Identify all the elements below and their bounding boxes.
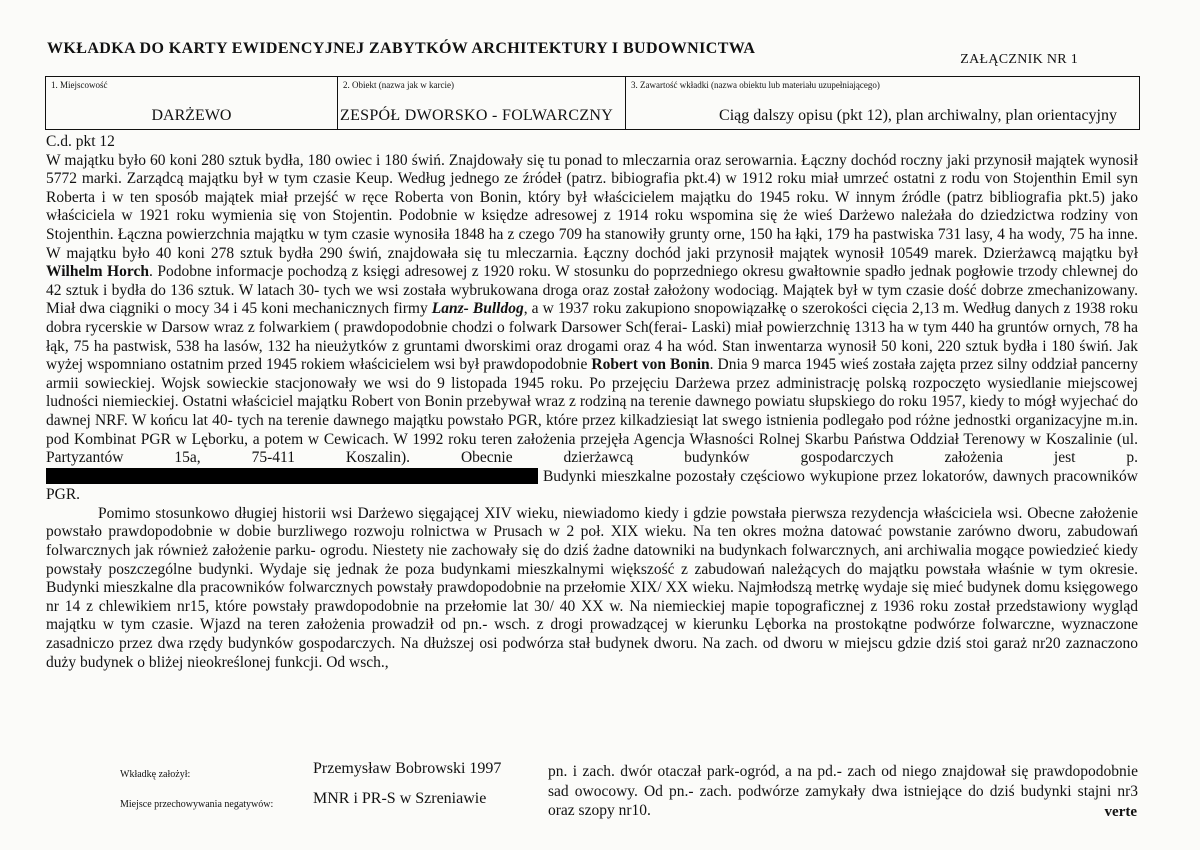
content-label: 3. Zawartość wkładki (nazwa obiektu lub materiału uzupełniającego) xyxy=(631,80,880,90)
p1-text-3: , a w 1937 roku zakupiono snopowiązałkę o szerokości cięcia 2,13 m. Według danych z 1938 roku dobra rycerskie w Darsow wraz z folwarkiem ( prawdopodobnie chodzi o folwark Darsower Sch(ferai- Laski) miał powierzchnię 1313 ha w tym 440 ha gruntów ornych, 78 ha łąk, 75 ha pastwisk, 538 ha lasów, 132 ha nieużytków z gruntami dworskimi oraz drogami oraz 4 ha wód. Stan inwentarza wynosił 50 koni, 220 sztuk bydła i 180 świń. Jak wyżej wspomniano ostatnim przed 1945 rokiem właścicielem wsi był prawdopodobnie xyxy=(46,300,1138,374)
place-cell xyxy=(46,77,338,129)
storage-value: MNR i PR-S w Szreniawie xyxy=(313,790,487,807)
paragraph-1 xyxy=(46,152,1138,505)
owner-name: Robert von Bonin xyxy=(591,356,710,374)
author-row xyxy=(120,764,190,782)
storage-label: Miejsce przechowywania negatywów: xyxy=(120,799,274,810)
content-cell xyxy=(626,77,1139,129)
verte-label: verte xyxy=(1104,804,1137,820)
p1-text-4: . Dnia 9 marca 1945 wieś została zajęta przez silny oddział pancerny armii sowieckiej. Wojsk sowieckie stacjonowały we wsi do 9 listopada 1945 roku. Po przejęciu Darżewa przez administrację polską rozpoczęto wysiedlanie miejscowej ludności niemieckiej. Ostatni właściciel majątku Robert von Bonin przebywał wraz z rodziną na terenie dawnego powiatu słupskiego do roku 1957, kiedy to mógł wyjechać do dawnej NRF. W końcu lat 40- tych na terenie dawnego majątku powstało PGR, które przez kilkadziesiąt lat swego istnienia podlegało pod różne jednostki organizacyjne m.in. pod Kombinat PGR w Lęborku, a potem w Cewicach. W 1992 roku teren założenia przejęła Agencja Własności Rolnej Skarbu Państwa Oddział Terenowy w Koszalinie (ul. Partyzantów 15a, 75-411 Koszalin). Obecnie dzierżawcą budynków gospodarczych założenia jest p. xyxy=(46,356,1138,467)
content-value: Ciąg dalszy opisu (pkt 12), plan archiwalny, plan orientacyjny xyxy=(719,107,1117,124)
redaction-bar xyxy=(46,468,538,484)
p1-text-1: W majątku było 60 koni 280 sztuk bydła, 180 owiec i 180 świń. Znajdowały się tu ponad to mleczarnia oraz serowarnia. Łączny dochód roczny jaki przynosił majątek wynosił 5772 marki. Zarządcą majątku był w tym czasie Keup. Według jednego ze źródeł (patrz. bibiografia pkt.4) w 1912 roku miał umrzeć ostatni z rodu von Stojenthin Emil syn Roberta i w ten sposób majątek miał przejść w ręce Roberta von Bonin, który był właścicielem majątku do 1945 roku. W innym źródle (patrz bibliografia pkt.5) jako właściciela w 1921 roku wymienia się von Stojentin. Podobnie w księdze adresowej z 1914 roku wspomina się że wieś Darżewo należała do dziedzictwa rodziny von Stojenthin. Łączna powierzchnia majątku w tym czasie wynosiła 1848 ha z czego 709 ha stanowiły grunty orne, 150 ha łąki, 179 ha pastwiska 731 lasy, 4 ha wody, 75 ha inne. W majątku było 40 koni 278 sztuk bydła 290 świń, znajdowała się tu mleczarnia. Łączny dochód jaki przynosił majątek wynosił 10549 marek. Dzierżawcą majątku był xyxy=(46,151,1138,262)
p1-text-5: Budynki mieszkalne pozostały częściowo wykupione przez lokatorów, dawnych pracowników PGR. xyxy=(46,467,1138,504)
place-value: DARŻEWO xyxy=(151,107,232,124)
p1-text-2: . Podobne informacje pochodzą z księgi adresowej z 1920 roku. W stosunku do poprzedniego okresu gwałtownie spadło jednak pogłowie trzody chlewnej do 42 sztuk i bydła do 136 sztuk. W latach 30- tych we wsi została wybrukowana droga oraz został założony wodociąg. Majątek był w tym czasie dość dobrze zmechanizowany. Miał dwa ciągniki o mocy 34 i 45 koni mechanicznych firmy xyxy=(46,263,1138,318)
section-heading: C.d. pkt 12 xyxy=(46,133,115,150)
place-label: 1. Miejscowość xyxy=(51,80,108,90)
object-label: 2. Obiekt (nazwa jak w karcie) xyxy=(343,80,454,90)
storage-row xyxy=(120,794,273,812)
tenant-name: Wilhelm Horch xyxy=(46,263,149,281)
author-label: Wkładkę założył: xyxy=(120,769,191,780)
description-body xyxy=(46,133,1138,672)
object-value: ZESPÓŁ DWORSKO - FOLWARCZNY xyxy=(340,107,614,124)
author-value: Przemysław Bobrowski 1997 xyxy=(313,760,502,777)
tractor-brand: Lanz- Bulldog xyxy=(431,300,524,318)
attachment-number: ZAŁĄCZNIK NR 1 xyxy=(960,52,1078,67)
continuation-text: pn. i zach. dwór otaczał park-ogród, a na pd.- zach od niego znajdował się prawdopodobnie sad owocowy. Od pn.- zach. podwórze zamykały dwa istniejące do dziś budynki stajni nr3 oraz szopy nr10. xyxy=(548,763,1138,819)
form-title: WKŁADKA DO KARTY EWIDENCYJNEJ ZABYTKÓW ARCHITEKTURY I BUDOWNICTWA xyxy=(47,40,756,57)
info-table xyxy=(45,76,1140,130)
paragraph-2: Pomimo stosunkowo długiej historii wsi Darżewo sięgającej XIV wieku, niewiadomo kiedy i gdzie powstała pierwsza rezydencja właściciela wsi. Obecne założenie powstało prawdopodobnie w dobie burzliwego rozwoju rolnictwa w Prusach w 2 poł. XIX wieku. Na ten okres można datować powstanie zarówno dworu, zabudowań folwarcznych jak również założenie parku- ogrodu. Niestety nie zachowały się do dziś żadne datowniki na budynkach folwarcznych, ani archiwalia mogące powiedzieć kiedy powstały poszczególne budynki. Wydaje się jednak że poza budynkami mieszkalnymi większość z zabudowań należących do majątku powstała właśnie w tym okresie. Budynki mieszkalne dla pracowników folwarcznych powstały prawdopodobnie na przełomie XIX/ XX wieku. Najmłodszą metrkę wydaje się mieć budynek domu księgowego nr 14 z chlewikiem nr15, które powstały prawdopodobnie na przełomie lat 30/ 40 XX w. Na niemieckiej mapie topograficznej z 1936 roku został przedstawiony wygląd majątku w tym czasie. Wjazd na teren założenia prowadził od pn.- wsch. z drogi prowadzącej w kierunku Lęborka na prostokątne podwórze folwarczne, wyznaczone zasadniczo przez dwa rzędy budynków gospodarczych. Na dłuższej osi podwórza stał budynek dworu. Na zach. od dworu w miejscu gdzie dziś stoi garaż nr20 zaznaczono duży budynek o bliżej nieokreślonej funkcji. Od wsch., xyxy=(46,504,1138,671)
object-cell xyxy=(338,77,626,129)
